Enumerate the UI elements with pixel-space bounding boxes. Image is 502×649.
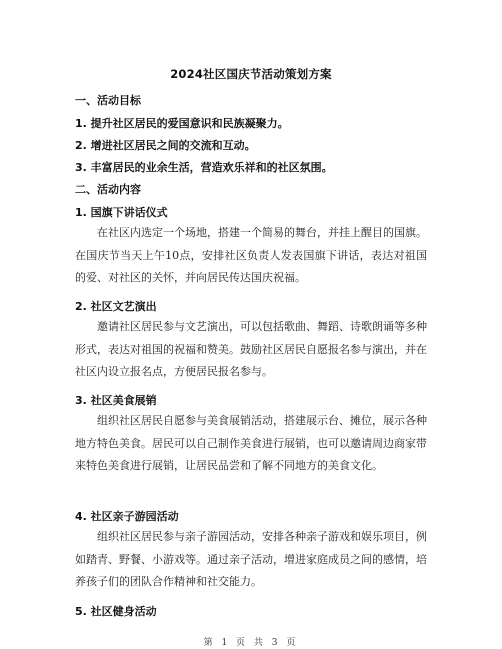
- goal-item: 1. 提升社区居民的爱国意识和民族凝聚力。: [75, 117, 289, 130]
- activity-paragraph: 在社区内选定一个场地，搭建一个简易的舞台，并挂上醒目的国旗。在国庆节当天上午10点，安排社区负责人发表国旗下讲话，表达对祖国的爱、对社区的关怀，并向居民传达国庆祝福。: [75, 226, 427, 284]
- section-heading-goals: 一、活动目标: [75, 94, 141, 107]
- activity-heading: 1. 国旗下讲话仪式: [75, 206, 168, 219]
- activity-heading: 3. 社区美食展销: [75, 394, 157, 407]
- activity-paragraph: 组织社区居民自愿参与美食展销活动，搭建展示台、摊位，展示各种地方特色美食。居民可以自己制作美食进行展销，也可以邀请周边商家带来特色美食进行展销，让居民品尝和了解不同地方的美食文化。: [75, 414, 427, 472]
- section-heading-content: 二、活动内容: [75, 183, 141, 196]
- activity-heading: 4. 社区亲子游园活动: [75, 510, 179, 523]
- document-title: 2024社区国庆节活动策划方案: [170, 67, 332, 81]
- goal-item: 2. 增进社区居民之间的交流和互动。: [75, 139, 256, 152]
- activity-paragraph: 邀请社区居民参与文艺演出，可以包括歌曲、舞蹈、诗歌朗诵等多种形式，表达对祖国的祝福和赞美。鼓励社区居民自愿报名参与演出，并在社区内设立报名点，方便居民报名参与。: [75, 320, 427, 378]
- page-footer: 第 1 页 共 3 页: [203, 638, 299, 648]
- activity-heading: 2. 社区文艺演出: [75, 300, 157, 313]
- activity-paragraph: 组织社区居民参与亲子游园活动，安排各种亲子游戏和娱乐项目，例如踏青、野餐、小游戏等。通过亲子活动，增进家庭成员之间的感情，培养孩子们的团队合作精神和社交能力。: [75, 530, 427, 588]
- activity-heading: 5. 社区健身活动: [75, 605, 157, 618]
- goal-item: 3. 丰富居民的业余生活，营造欢乐祥和的社区氛围。: [75, 161, 333, 174]
